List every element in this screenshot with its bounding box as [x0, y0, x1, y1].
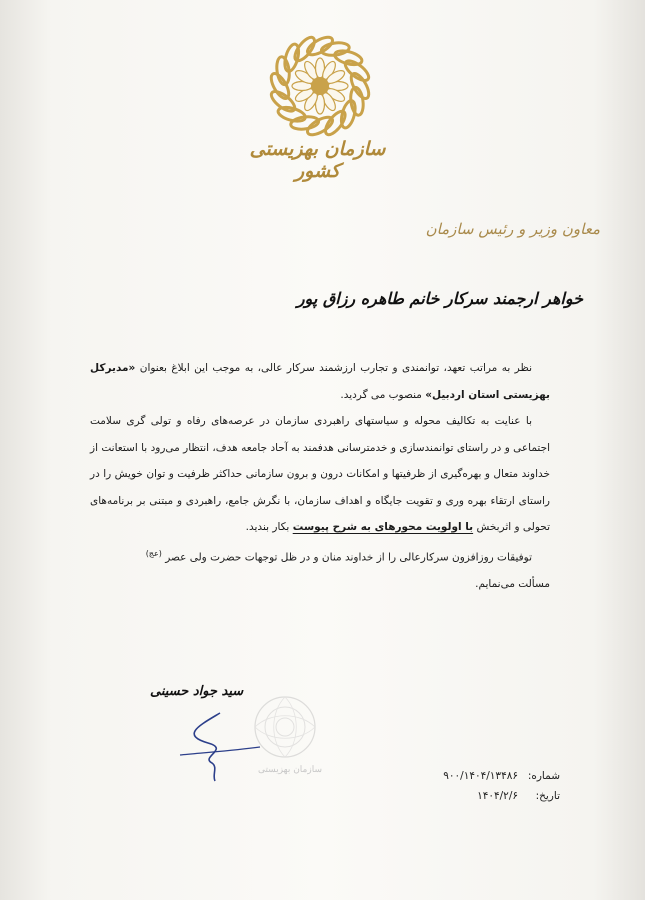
wishes-text: توفیقات روزافزون سرکارعالی را از خداوند منان و در ظل توجهات حضرت ولی عصر — [165, 551, 532, 563]
appointment-title: «مدیرکل بهزیستی استان اردبیل» — [90, 362, 550, 401]
stamp-text: سازمان بهزیستی — [257, 765, 323, 775]
number-value: ۹۰۰/۱۴۰۴/۱۳۴۸۶ — [443, 770, 518, 782]
appointment-text: نظر به مراتب تعهد، توانمندی و تجارب ارزشمند سرکار عالی، به موجب این ابلاغ بعنوان — [139, 362, 532, 374]
logo-petal-outer — [322, 108, 349, 138]
signer-name: سید جواد حسینی — [150, 684, 244, 699]
paragraph-closing — [90, 571, 550, 598]
paragraph-appointment — [90, 355, 550, 408]
logo-center — [311, 77, 329, 95]
organization-name: سازمان بهزیستی کشور — [249, 138, 386, 182]
closing-text: مسألت می‌نمایم. — [475, 577, 550, 590]
wishes-sup: (عج) — [145, 548, 162, 558]
logo-petal-outer — [342, 57, 372, 84]
logo-petal-outer — [291, 34, 318, 64]
appointment-end: منصوب می گردید. — [340, 388, 422, 401]
expectations-text: با عنایت به تکالیف محوله و سیاستهای راهبردی سازمان در عرصه‌های رفاه و تولی گری سلامت اجتماعی و در راستای توانمندسازی و خدمترسانی هدفمند به آحاد جامعه هدف، انتظار می‌رود با استعانت از خداوند متعال و بهره‌گیری از ظرفیتها و امکانات درون و برون سازمانی حداکثر ظرفیت و توان خویش را در راستای ارتقاء بهره وری و تقویت جایگاه و اهداف سازمان، با نگرش جامع، راهبردی و مبتنی بر برنامه‌های تحولی و اثربخش — [90, 415, 550, 533]
letter-meta — [420, 766, 560, 806]
date-label: تاریخ: — [535, 790, 560, 802]
organization-stamp — [250, 692, 320, 762]
letter-body — [90, 355, 550, 597]
letter-number-row — [420, 766, 560, 786]
letter-date-row — [420, 786, 560, 806]
paragraph-expectations — [90, 408, 550, 541]
date-value: ۱۴۰۴/۲/۶ — [477, 790, 518, 802]
recipient-line: خواهر ارجمند سرکار خانم طاهره رزاق پور — [296, 289, 583, 308]
organization-logo — [262, 28, 378, 144]
expectations-end: بکار بندید. — [245, 521, 290, 533]
priority-axes-text: با اولویت محورهای به شرح پیوست — [292, 521, 474, 533]
paragraph-wishes — [90, 541, 550, 571]
position-title: معاون وزیر و رئیس سازمان — [425, 220, 600, 238]
logo-petal-outer — [268, 88, 298, 115]
number-label: شماره: — [527, 770, 560, 782]
